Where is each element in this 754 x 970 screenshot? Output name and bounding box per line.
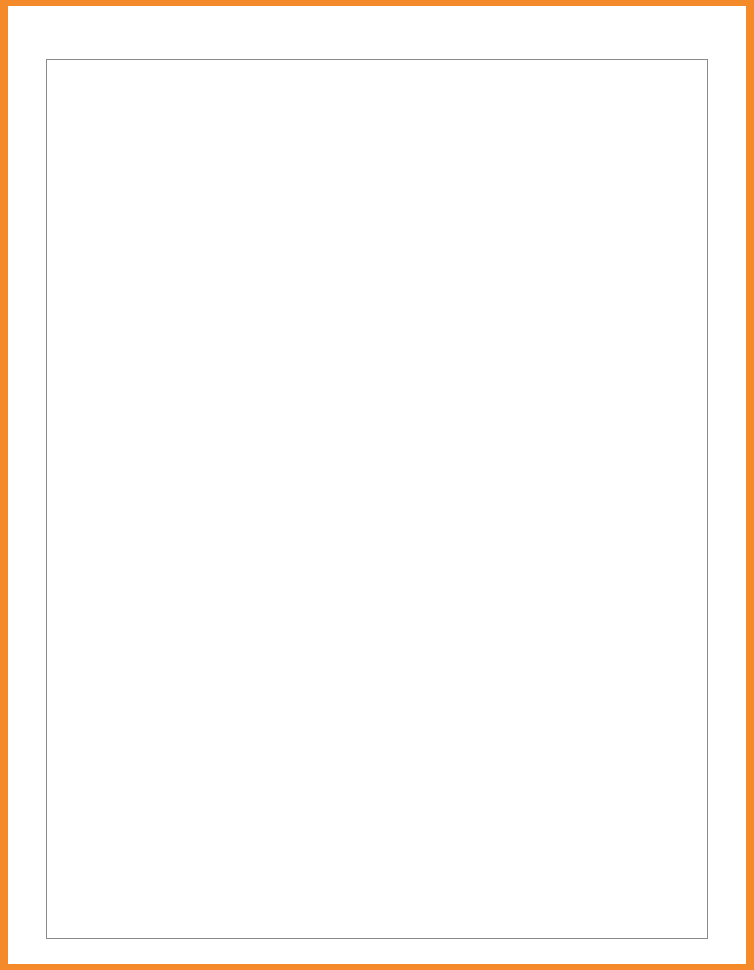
expense-table [46,59,708,939]
worksheet-page [8,6,746,964]
